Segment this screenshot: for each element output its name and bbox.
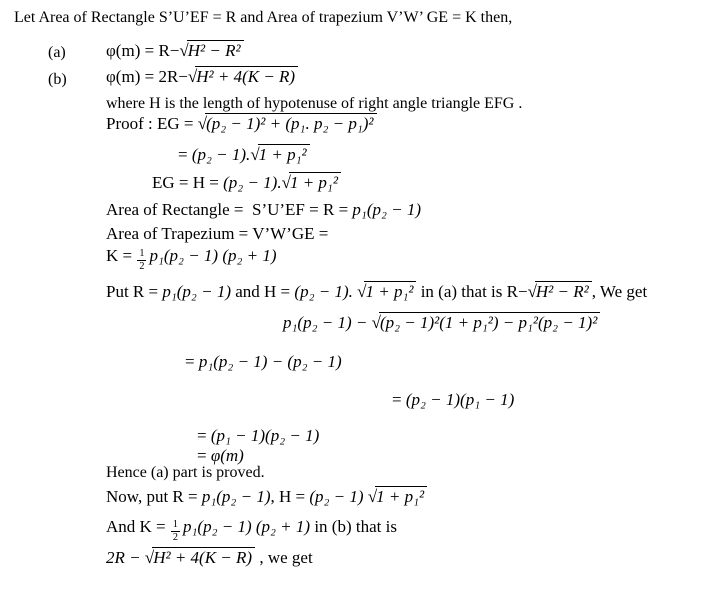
text-run: where H is the length of hypotenuse of right angle triangle EFG . <box>106 95 523 112</box>
radical-sign-icon: √ <box>281 173 290 192</box>
radical-sign-icon: √ <box>197 114 207 133</box>
text-line-4 <box>48 70 67 90</box>
radical-sign-icon: √ <box>371 313 380 332</box>
radical-sign-icon: √ <box>179 41 188 60</box>
text-line-10 <box>106 199 421 220</box>
fraction-numerator: 1 <box>139 248 145 260</box>
text-run: and H = <box>230 282 295 301</box>
text-run: EG = H = <box>152 173 224 192</box>
radicand: (p₂ − 1)² + (p₁. p₂ − p₁)² <box>205 113 376 134</box>
text-line-11 <box>106 223 328 244</box>
radical-expression <box>282 172 341 193</box>
radicand: (p₂ − 1)²(1 + p₁²) − p₁²(p₂ − 1)² <box>379 312 600 333</box>
radical-sign-icon: √ <box>527 282 536 301</box>
text-run: = <box>185 352 199 371</box>
text-run: Area of Rectangle = S’U’EF = R = <box>106 200 353 219</box>
radical-sign-icon: √ <box>187 67 197 86</box>
radical-expression <box>145 547 255 568</box>
fraction-numerator: 1 <box>172 519 178 531</box>
text-run: Area of Trapezium = V’W’GE = <box>106 224 329 243</box>
fraction-denominator: 2 <box>172 531 178 543</box>
text-run: p₁(p₂ − 1) (p₂ + 1) <box>183 517 311 536</box>
text-run: (p₂ − 1). <box>294 282 358 301</box>
radicand: 1 + p₁² <box>289 172 341 193</box>
fraction-denominator: 2 <box>139 260 145 272</box>
radicand: 1 + p₁² <box>258 144 310 165</box>
text-run: And K = <box>106 517 170 536</box>
fraction <box>171 519 180 542</box>
radical-sign-icon: √ <box>357 282 366 301</box>
text-run: (p₂ − 1). <box>191 145 251 164</box>
text-run: = <box>197 426 211 445</box>
text-run: in (a) that is R− <box>416 282 528 301</box>
text-run: K = <box>106 246 137 265</box>
text-run: , We get <box>591 282 648 301</box>
text-run: = <box>197 446 211 465</box>
text-run: Let Area of Rectangle S’U’EF = R and Area of trapezium V’W’ GE = K then, <box>14 9 513 26</box>
text-run: p₁(p₂ − 1) − (p₂ − 1) <box>198 352 342 371</box>
text-run: Proof : EG = <box>106 114 198 133</box>
radicand: H² − R² <box>535 281 592 302</box>
text-run: (p₂ − 1)(p₁ − 1) <box>405 390 515 409</box>
text-line-5 <box>106 66 298 87</box>
text-run: φ(m) = R− <box>106 41 180 60</box>
text-line-6 <box>106 94 522 114</box>
text-line-22 <box>106 547 313 568</box>
text-run: φ(m) <box>210 446 244 465</box>
text-run: (p₂ − 1). <box>223 173 282 192</box>
radical-expression <box>179 40 243 61</box>
text-line-17 <box>197 425 319 446</box>
text-line-1 <box>14 8 512 28</box>
text-run: p₁(p₂ − 1) − <box>283 313 372 332</box>
text-line-19 <box>106 463 265 483</box>
text-line-20 <box>106 486 427 507</box>
text-line-16 <box>392 389 514 410</box>
text-line-13 <box>106 281 647 302</box>
text-run: (p₂ − 1) <box>309 487 368 506</box>
radical-expression <box>372 312 601 333</box>
radicand: 1 + p₁² <box>375 486 427 507</box>
text-line-21 <box>106 516 397 543</box>
text-run: Hence (a) part is proved. <box>106 464 265 481</box>
radical-expression <box>188 66 298 87</box>
text-run: in (b) that is <box>310 517 397 536</box>
text-run: p₁(p₂ − 1) <box>162 282 231 301</box>
text-run: = <box>392 390 406 409</box>
text-run: = <box>178 145 192 164</box>
radicand: 1 + p₁² <box>364 281 416 302</box>
radical-expression <box>357 281 416 302</box>
fraction <box>137 248 146 271</box>
radicand: H² + 4(K − R) <box>152 547 255 568</box>
text-line-7 <box>106 113 377 134</box>
text-run: 2R − <box>106 548 145 567</box>
radical-expression <box>528 281 592 302</box>
text-run: , H = <box>270 487 310 506</box>
text-run: (p₁ − 1)(p₂ − 1) <box>210 426 320 445</box>
text-line-9 <box>152 172 341 193</box>
text-run: p₁(p₂ − 1) <box>201 487 271 506</box>
radicand: H² + 4(K − R) <box>195 66 298 87</box>
text-run: , we get <box>255 548 313 567</box>
text-run: (b) <box>48 71 67 88</box>
text-line-14 <box>283 312 600 333</box>
text-line-3 <box>106 40 244 61</box>
text-run: Put R = <box>106 282 163 301</box>
text-line-8 <box>178 144 310 165</box>
text-run: Now, put R = <box>106 487 202 506</box>
radical-sign-icon: √ <box>144 548 154 567</box>
text-line-2 <box>48 43 66 63</box>
radicand: H² − R² <box>187 40 244 61</box>
text-run: p₁(p₂ − 1) <box>352 200 422 219</box>
radical-sign-icon: √ <box>367 487 377 506</box>
radical-expression <box>198 113 377 134</box>
text-run: (a) <box>48 44 66 61</box>
text-line-15 <box>185 351 342 372</box>
radical-expression <box>250 144 309 165</box>
radical-expression <box>368 486 427 507</box>
text-run: p₁(p₂ − 1) (p₂ + 1) <box>149 246 277 265</box>
text-line-12 <box>106 245 277 272</box>
radical-sign-icon: √ <box>250 145 259 164</box>
text-run: φ(m) = 2R− <box>106 67 188 86</box>
